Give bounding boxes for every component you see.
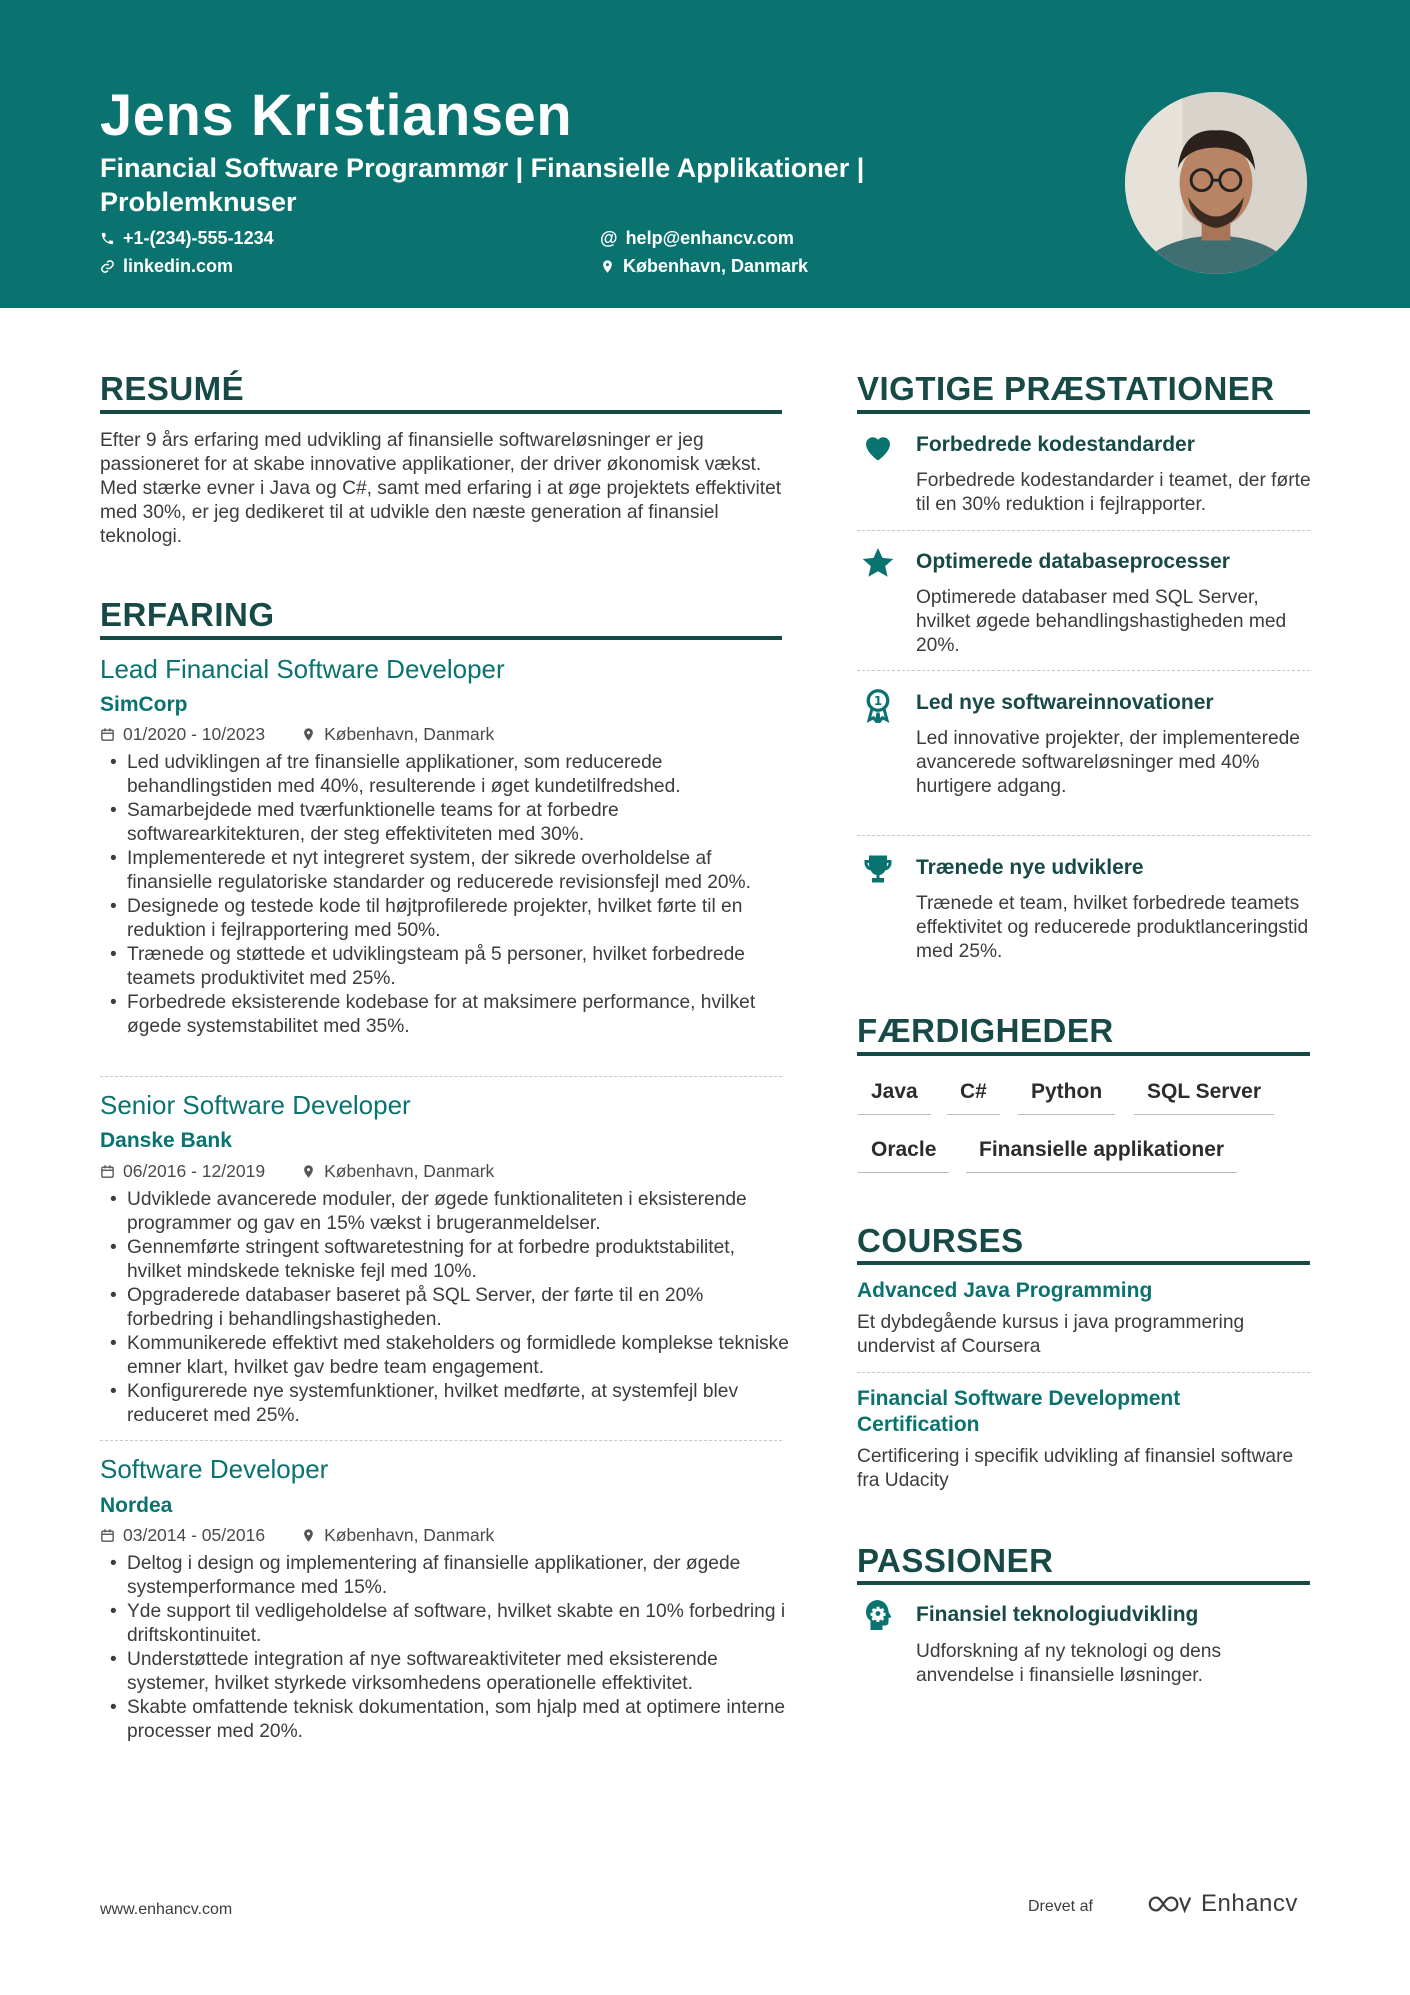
list-item: • Konfigurerede nye systemfunktioner, hvilket medførte, at systemfejl blev reduceret med 25%. <box>100 1380 790 1428</box>
experience-rule <box>100 636 782 640</box>
divider <box>857 670 1310 671</box>
header-banner <box>0 0 1410 308</box>
contact-phone <box>100 228 274 249</box>
job-bullets <box>100 1552 790 1744</box>
footer-powered-by: Drevet af <box>1028 1898 1093 1915</box>
award-icon <box>858 685 898 725</box>
list-item: • Led udviklingen af tre finansielle applikationer, som reducerede behandlingstiden med 40%, resulterende i øget kundetilfredshed. <box>100 751 790 799</box>
achievements-rule <box>857 410 1310 414</box>
job-title: Lead Financial Software Developer <box>100 654 505 684</box>
footer-website[interactable]: www.enhancv.com <box>100 1901 233 1918</box>
job-location: København, Danmark <box>324 1525 495 1545</box>
candidate-name: Jens Kristiansen <box>100 83 573 148</box>
achievement-title: Optimerede databaseprocesser <box>916 550 1230 573</box>
list-item: • Implementerede et nyt integreret system, der sikrede overholdelse af finansielle regulatoriske standarder og reducerede revisionsfejl med 20%. <box>100 847 790 895</box>
phone-text: +1-(234)-555-1234 <box>123 228 274 248</box>
job-bullets <box>100 751 790 1039</box>
list-item: • Udviklede avancerede moduler, der øgede funktionaliteten i eksisterende programmer og gav en 15% vækst i brugeranmeldelser. <box>100 1188 790 1236</box>
passion-title: Finansiel teknologiudvikling <box>916 1603 1199 1626</box>
achievement-title: Trænede nye udviklere <box>916 856 1144 879</box>
linkedin-text[interactable]: linkedin.com <box>123 256 234 276</box>
company-name: SimCorp <box>100 693 188 716</box>
head-icon <box>858 1595 898 1635</box>
job-meta <box>100 1161 494 1182</box>
summary-heading: RESUMÉ <box>100 370 245 407</box>
achievement-desc: Led innovative projekter, der implementerede avancerede softwareløsninger med 40% hurtigere adgang. <box>916 728 1300 797</box>
location-pin-icon <box>600 259 615 274</box>
heart-icon <box>858 427 898 467</box>
list-item: • Opgraderede databaser baseret på SQL Server, der førte til en 20% forbedring i behandlingshastigheden. <box>100 1284 790 1332</box>
course-title: Advanced Java Programming <box>857 1279 1153 1302</box>
skill-tag: SQL Server <box>1134 1080 1274 1115</box>
list-item: • Gennemførte stringent softwaretestning for at forbedre produktstabilitet, hvilket mindskede tekniske fejl med 10%. <box>100 1236 790 1284</box>
passion-desc: Udforskning af ny teknologi og dens anvendelse i finansielle løsninger. <box>916 1641 1222 1686</box>
job-title: Senior Software Developer <box>100 1090 411 1120</box>
brand-name: Enhancv <box>1201 1890 1298 1917</box>
summary-rule <box>100 410 782 414</box>
course-title: Financial Software Development Certification <box>857 1387 1181 1436</box>
list-item: • Skabte omfattende teknisk dokumentation, som hjalp med at optimere interne processer med 20%. <box>100 1696 790 1744</box>
list-item: • Designede og testede kode til højtprofilerede projekter, hvilket førte til en reduktion i fejlrapportering med 50%. <box>100 895 790 943</box>
experience-heading: ERFARING <box>100 596 275 633</box>
list-item: • Understøttede integration af nye softwareaktiviteter med eksisterende systemer, hvilket styrkede virksomhedens operationelle effektivitet. <box>100 1648 790 1696</box>
phone-icon <box>100 231 115 246</box>
list-item: • Trænede og støttede et udviklingsteam på 5 personer, hvilket forbedrede teamets produktivitet med 25%. <box>100 943 790 991</box>
star-icon <box>858 543 898 583</box>
divider <box>857 530 1310 531</box>
course-desc: Et dybdegående kursus i java programmering undervist af Coursera <box>857 1312 1245 1357</box>
job-title: Software Developer <box>100 1454 329 1484</box>
achievement-title: Forbedrede kodestandarder <box>916 433 1195 456</box>
job-dates: 01/2020 - 10/2023 <box>123 724 266 744</box>
location-pin-icon <box>301 1528 316 1543</box>
divider <box>857 1372 1310 1373</box>
divider <box>100 1440 782 1441</box>
list-item: • Deltog i design og implementering af finansielle applikationer, der øgede systemperformance med 15%. <box>100 1552 790 1600</box>
achievement-title: Led nye softwareinnovationer <box>916 691 1214 714</box>
summary-text: Efter 9 års erfaring med udvikling af finansielle softwareløsninger er jeg passioneret for at skabe innovative applikationer, der driver økonomisk vækst. Med stærke evner i Java og C#, samt med erfaring i at øge projektets effektivitet med 30%, er jeg dedikeret til at udvikle den næste generation af finansiel teknologi. <box>100 430 782 547</box>
achievement-desc: Forbedrede kodestandarder i teamet, der førte til en 30% reduktion i fejlrapporter. <box>916 470 1311 515</box>
email-text[interactable]: help@enhancv.com <box>625 228 794 248</box>
job-location: København, Danmark <box>324 724 495 744</box>
location-pin-icon <box>301 1164 316 1179</box>
job-dates: 06/2016 - 12/2019 <box>123 1161 266 1181</box>
skills-heading: FÆRDIGHEDER <box>857 1012 1114 1049</box>
job-location: København, Danmark <box>324 1161 495 1181</box>
at-icon: @ <box>600 228 618 248</box>
enhancv-logo-icon <box>1147 1893 1193 1915</box>
job-bullets <box>100 1188 790 1428</box>
achievements-heading: VIGTIGE PRÆSTATIONER <box>857 370 1275 407</box>
contact-linkedin[interactable] <box>100 256 233 277</box>
location-pin-icon <box>301 727 316 742</box>
list-item: • Yde support til vedligeholdelse af software, hvilket skabte en 10% forbedring i driftskontinuitet. <box>100 1600 790 1648</box>
job-dates: 03/2014 - 05/2016 <box>123 1525 266 1545</box>
passions-rule <box>857 1581 1310 1585</box>
list-item: • Samarbejdede med tværfunktionelle teams for at forbedre softwarearkitekturen, der steg effektiviteten med 30%. <box>100 799 790 847</box>
contact-email[interactable] <box>600 228 794 249</box>
contact-location <box>600 256 808 277</box>
list-item: • Kommunikerede effektivt med stakeholders og formidlede komplekse tekniske emner klart, hvilket gav bedre team engagement. <box>100 1332 790 1380</box>
svg-text:1: 1 <box>873 694 883 708</box>
brand-logo[interactable] <box>1147 1890 1298 1918</box>
skills-rule <box>857 1052 1310 1056</box>
trophy-icon <box>858 849 898 889</box>
job-meta <box>100 1525 494 1546</box>
achievement-desc: Trænede et team, hvilket forbedrede teamets effektivitet og reducerede produktlanceringstid med 25%. <box>916 893 1309 962</box>
company-name: Nordea <box>100 1494 173 1517</box>
candidate-subtitle: Financial Software Programmør | Finansielle Applikationer | Problemknuser <box>100 153 865 217</box>
skill-tag: Oracle <box>858 1138 949 1173</box>
avatar <box>1121 88 1311 278</box>
divider <box>857 835 1310 836</box>
courses-rule <box>857 1261 1310 1265</box>
link-icon <box>100 259 115 274</box>
location-text: København, Danmark <box>623 256 809 276</box>
calendar-icon <box>100 727 115 742</box>
list-item: • Forbedrede eksisterende kodebase for at maksimere performance, hvilket øgede systemstabilitet med 35%. <box>100 991 790 1039</box>
calendar-icon <box>100 1528 115 1543</box>
divider <box>100 1076 782 1077</box>
achievement-desc: Optimerede databaser med SQL Server, hvilket øgede behandlingshastigheden med 20%. <box>916 587 1287 656</box>
courses-heading: COURSES <box>857 1222 1024 1259</box>
job-meta <box>100 724 494 745</box>
passions-heading: PASSIONER <box>857 1542 1054 1579</box>
course-desc: Certificering i specifik udvikling af finansiel software fra Udacity <box>857 1446 1294 1491</box>
skill-tag: Java <box>858 1080 931 1115</box>
skill-tag: Finansielle applikationer <box>966 1138 1237 1173</box>
calendar-icon <box>100 1164 115 1179</box>
skill-tag: Python <box>1018 1080 1115 1115</box>
skill-tag: C# <box>947 1080 1000 1115</box>
company-name: Danske Bank <box>100 1129 232 1152</box>
